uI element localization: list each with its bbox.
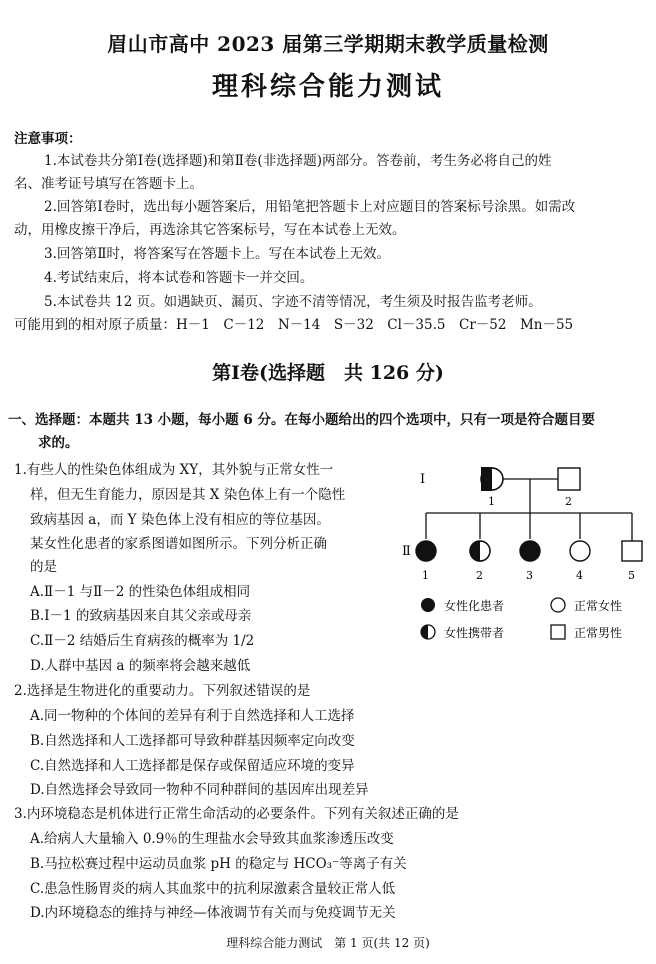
q1-stem-1: 1.有些人的性染色体组成为 XY，其外貌与正常女性一 (14, 462, 334, 478)
gen1-label: Ⅰ (420, 472, 426, 487)
q1-stem-2: 样，但无生育能力，原因是其 X 染色体上有一个隐性 (30, 487, 346, 503)
legend-carrier-icon (421, 625, 435, 639)
notes-line-5: 3.回答第Ⅱ时，将答案写在答题卡上。写在本试卷上无效。 (44, 246, 391, 262)
page-footer: 理科综合能力测试 第 1 页(共 12 页) (226, 936, 430, 950)
gen2-number-2: 2 (476, 569, 483, 582)
pedigree-II3-affected (520, 541, 540, 561)
q2-option-c: C.自然选择和人工选择都是保存或保留适应环境的变异 (30, 758, 355, 774)
q1-stem-5: 的是 (30, 559, 57, 575)
q3-option-d: D.内环境稳态的维持与神经—体液调节有关而与免疫调节无关 (30, 905, 396, 921)
gen2-number-4: 4 (576, 569, 583, 582)
gen2-number-3: 3 (526, 569, 533, 582)
notes-line-7: 5.本试卷共 12 页。如遇缺页、漏页、字迹不清等情况，考生须及时报告监考老师。 (44, 294, 542, 310)
notes-line-3: 2.回答第Ⅰ卷时，选出每小题答案后，用铅笔把答题卡上对应题目的答案标号涂黑。如需改 (44, 199, 576, 215)
notes-line-6: 4.考试结束后，将本试卷和答题卡一并交回。 (44, 270, 314, 286)
legend-normal-female-icon (551, 598, 565, 612)
pedigree-I2-male (558, 468, 580, 490)
q1-stem-4: 某女性化患者的家系图谱如图所示。下列分析正确 (30, 536, 327, 552)
legend-carrier-label: 女性携带者 (444, 626, 505, 640)
q3-option-a: A.给病人大量输入 0.9％的生理盐水会导致其血浆渗透压改变 (30, 831, 394, 847)
legend-normal-male-icon (551, 625, 565, 639)
pedigree-II1-affected (416, 541, 436, 561)
pedigree-II4-normal-female (570, 541, 590, 561)
q1-option-d: D.人群中基因 a 的频率将会越来越低 (30, 658, 251, 674)
q2-stem: 2.选择是生物进化的重要动力。下列叙述错误的是 (14, 683, 311, 699)
notes-line-2: 名、准考证号填写在答题卡上。 (14, 176, 203, 192)
q1-option-a: A.Ⅱ－1 与Ⅱ－2 的性染色体组成相同 (30, 584, 251, 600)
legend-affected-label: 女性化患者 (444, 599, 505, 613)
legend-normal-female-label: 正常女性 (574, 599, 623, 613)
q2-option-a: A.同一物种的个体间的差异有利于自然选择和人工选择 (30, 708, 355, 724)
exam-subtitle: 理科综合能力测试 (211, 72, 444, 102)
q2-option-b: B.自然选择和人工选择都可导致种群基因频率定向改变 (30, 733, 355, 749)
atomic-masses: 可能用到的相对原子质量：H－1 C－12 N－14 S－32 Cl－35.5 Cr－52 Mn－55 (14, 317, 574, 333)
exam-title: 眉山市高中 2023 届第三学期期末教学质量检测 (107, 32, 549, 56)
pedigree-I1-carrier (481, 467, 503, 491)
q1-stem-3: 致病基因 a，而 Y 染色体上没有相应的等位基因。 (30, 512, 330, 528)
gen2-label: Ⅱ (402, 544, 411, 559)
q3-option-c: C.患急性肠胃炎的病人其血浆中的抗利尿激素含量较正常人低 (30, 881, 396, 897)
pedigree-II5-normal-male (622, 541, 642, 561)
notes-heading: 注意事项： (14, 131, 82, 147)
section-instruction-2: 求的。 (38, 435, 79, 451)
section-instruction-1: 一、选择题：本题共 13 小题，每小题 6 分。在每小题给出的四个选项中，只有一项是符合题目要 (8, 412, 595, 428)
section-title: 第Ⅰ卷(选择题 共 126 分) (212, 362, 444, 384)
q1-option-c: C.Ⅱ－2 结婚后生育病孩的概率为 1/2 (30, 633, 255, 649)
legend-affected-icon (421, 598, 435, 612)
legend-normal-male-label: 正常男性 (574, 626, 623, 640)
notes-line-4: 动，用橡皮擦干净后，再选涂其它答案标号，写在本试卷上无效。 (14, 222, 406, 238)
gen1-number-2: 2 (565, 495, 572, 508)
q2-option-d: D.自然选择会导致同一物种不同种群间的基因库出现差异 (30, 782, 369, 798)
pedigree-II2-carrier (470, 541, 490, 561)
q3-stem: 3.内环境稳态是机体进行正常生命活动的必要条件。下列有关叙述正确的是 (14, 806, 459, 822)
gen2-number-5: 5 (628, 569, 635, 582)
q1-option-b: B.Ⅰ－1 的致病基因来自其父亲或母亲 (30, 608, 252, 624)
q3-option-b: B.马拉松赛过程中运动员血浆 pH 的稳定与 HCO₃⁻等离子有关 (30, 856, 407, 872)
pedigree-diagram (400, 455, 650, 655)
gen1-number-1: 1 (488, 495, 495, 508)
notes-line-1: 1.本试卷共分第Ⅰ卷(选择题)和第Ⅱ卷(非选择题)两部分。答卷前，考生务必将自己的姓 (44, 153, 552, 169)
gen2-number-1: 1 (422, 569, 429, 582)
